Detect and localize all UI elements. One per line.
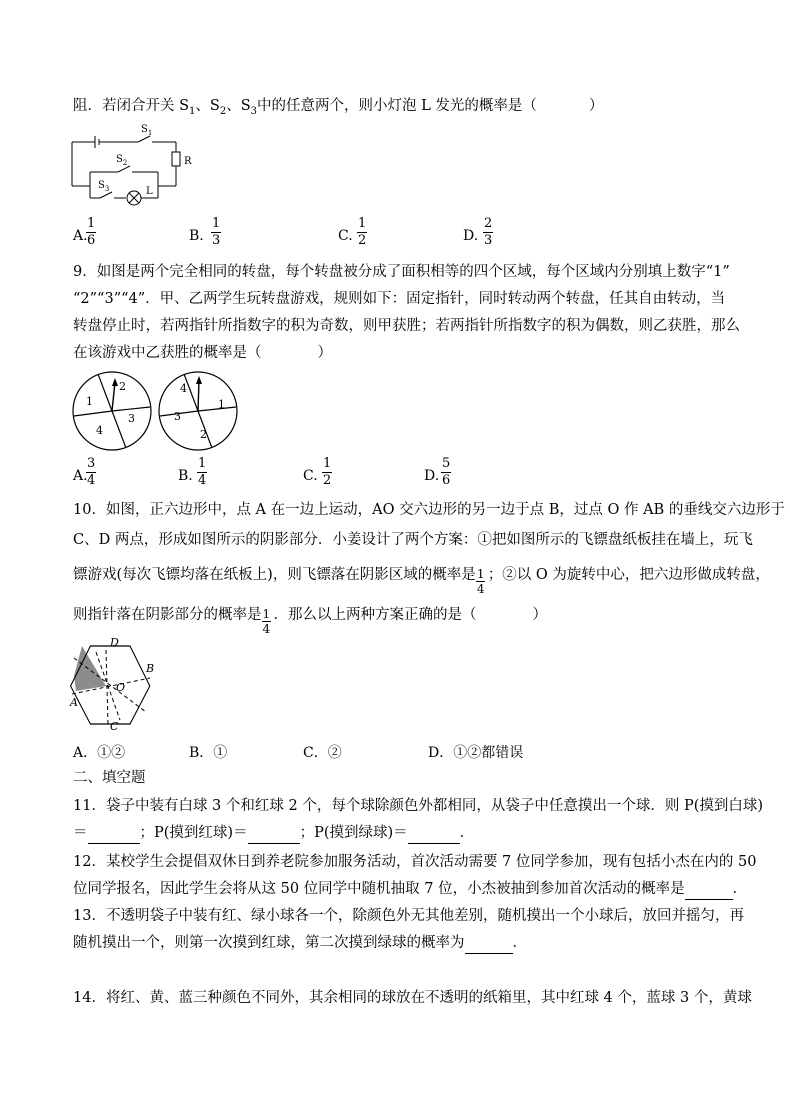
wheel1-sector-2: 2 [119,380,126,393]
q12-line-1: 12．某校学生会提倡双休日到养老院参加服务活动，首次活动需要 7 位同学参加，现有包括小杰在内的 50 [73,854,757,870]
q13-line-1: 13．不透明袋子中装有红、绿小球各一个，除颜色外无其他差别，随机摸出一个小球后，放回并摇匀，再 [73,908,744,924]
wheel1-sector-4: 4 [96,424,103,437]
q11-line-2: ＝ ；P(摸到红球)＝ ；P(摸到绿球)＝ ． [73,823,474,844]
q10-option-a[interactable]: A．①② [73,745,126,761]
q10-option-b[interactable]: B．① [189,745,228,761]
point-o: O [116,681,126,694]
q9-line-3: 转盘停止时，若两指针所指数字的积为奇数，则甲获胜；若两指针所指数字的积为偶数，则乙获胜，那么 [73,318,740,334]
point-b: B [146,662,155,675]
q14-line-1: 14．将红、黄、蓝三种颜色不同外，其余相同的球放在不透明的纸箱里，其中红球 4 个，蓝球 3 个，黄球 [73,990,752,1006]
label-s3: $S_3$ [98,180,110,193]
q10-line-4: 则指针落在阴影部分的概率是 $\frac{1}{4}$ ．那么以上两种方案正确的是（ ） [73,607,547,636]
spinner-wheels [68,368,248,454]
point-d: D [110,636,119,649]
wheel1-sector-3: 3 [128,412,135,425]
wheel2-sector-4: 4 [180,382,187,395]
q9-line-1: 9．如图是两个完全相同的转盘，每个转盘被分成了面积相等的四个区域，每个区域内分别填上数字“1” [73,264,730,280]
q13-blank[interactable] [465,933,513,954]
q10-line-1: 10．如图，正六边形中，点 A 在一边上运动，AO 交六边形的另一边于点 B，过点 O 作 AB 的垂线交六边形于 [73,502,785,518]
wheel2-sector-1: 1 [218,398,225,411]
point-a: A [70,696,78,709]
q9-line-4: 在该游戏中乙获胜的概率是（ ） [73,345,332,361]
q10-option-d[interactable]: D．①②都错误 [428,745,524,761]
label-r: R [184,156,192,167]
point-c: C [110,720,119,732]
q11-blank-white[interactable] [88,823,140,844]
wheel2-sector-3: 3 [174,410,181,423]
q9-line-2: “2”“3”“4”．甲、乙两学生玩转盘游戏，规则如下：固定指针，同时转动两个转盘，任其自由转动，当 [73,291,726,307]
q10-line-2: C、D 两点，形成如图所示的阴影部分．小姜设计了两个方案：①把如图所示的飞镖盘纸板挂在墙上，玩飞 [73,532,753,548]
q13-line-2: 随机摸出一个，则第一次摸到红球，第二次摸到绿球的概率为 ． [73,933,527,954]
hexagon-figure [66,636,166,732]
q11-blank-green[interactable] [408,823,460,844]
label-s2: $S_2$ [116,154,128,167]
wheel1-sector-1: 1 [86,395,93,408]
q11-blank-red[interactable] [248,823,300,844]
label-s1: $S_1$ [141,124,153,137]
q8-stem: 阻．若闭合开关 $S_1$、$S_2$、$S_3$中的任意两个，则小灯泡 L 发光的概率是（ ） [73,98,604,117]
q12-blank[interactable] [685,879,733,900]
q11-line-1: 11．袋子中装有白球 3 个和红球 2 个，每个球除颜色外都相同，从袋子中任意摸出一个球．则 P(摸到白球) [73,798,764,814]
q10-option-c[interactable]: C．② [303,745,342,761]
label-l: L [146,186,153,197]
q10-line-3: 镖游戏(每次飞镖均落在纸板上)，则飞镖落在阴影区域的概率是 $\frac{1}{4}$ ；②以 O 为旋转中心，把六边形做成转盘， [73,567,770,596]
circuit-diagram [68,120,198,210]
wheel2-sector-2: 2 [200,428,207,441]
section-heading-fill-in: 二、填空题 [73,770,146,786]
q12-line-2: 位同学报名，因此学生会将从这 50 位同学中随机抽取 7 位，小杰被抽到参加首次活动的概率是 ． [73,879,747,900]
